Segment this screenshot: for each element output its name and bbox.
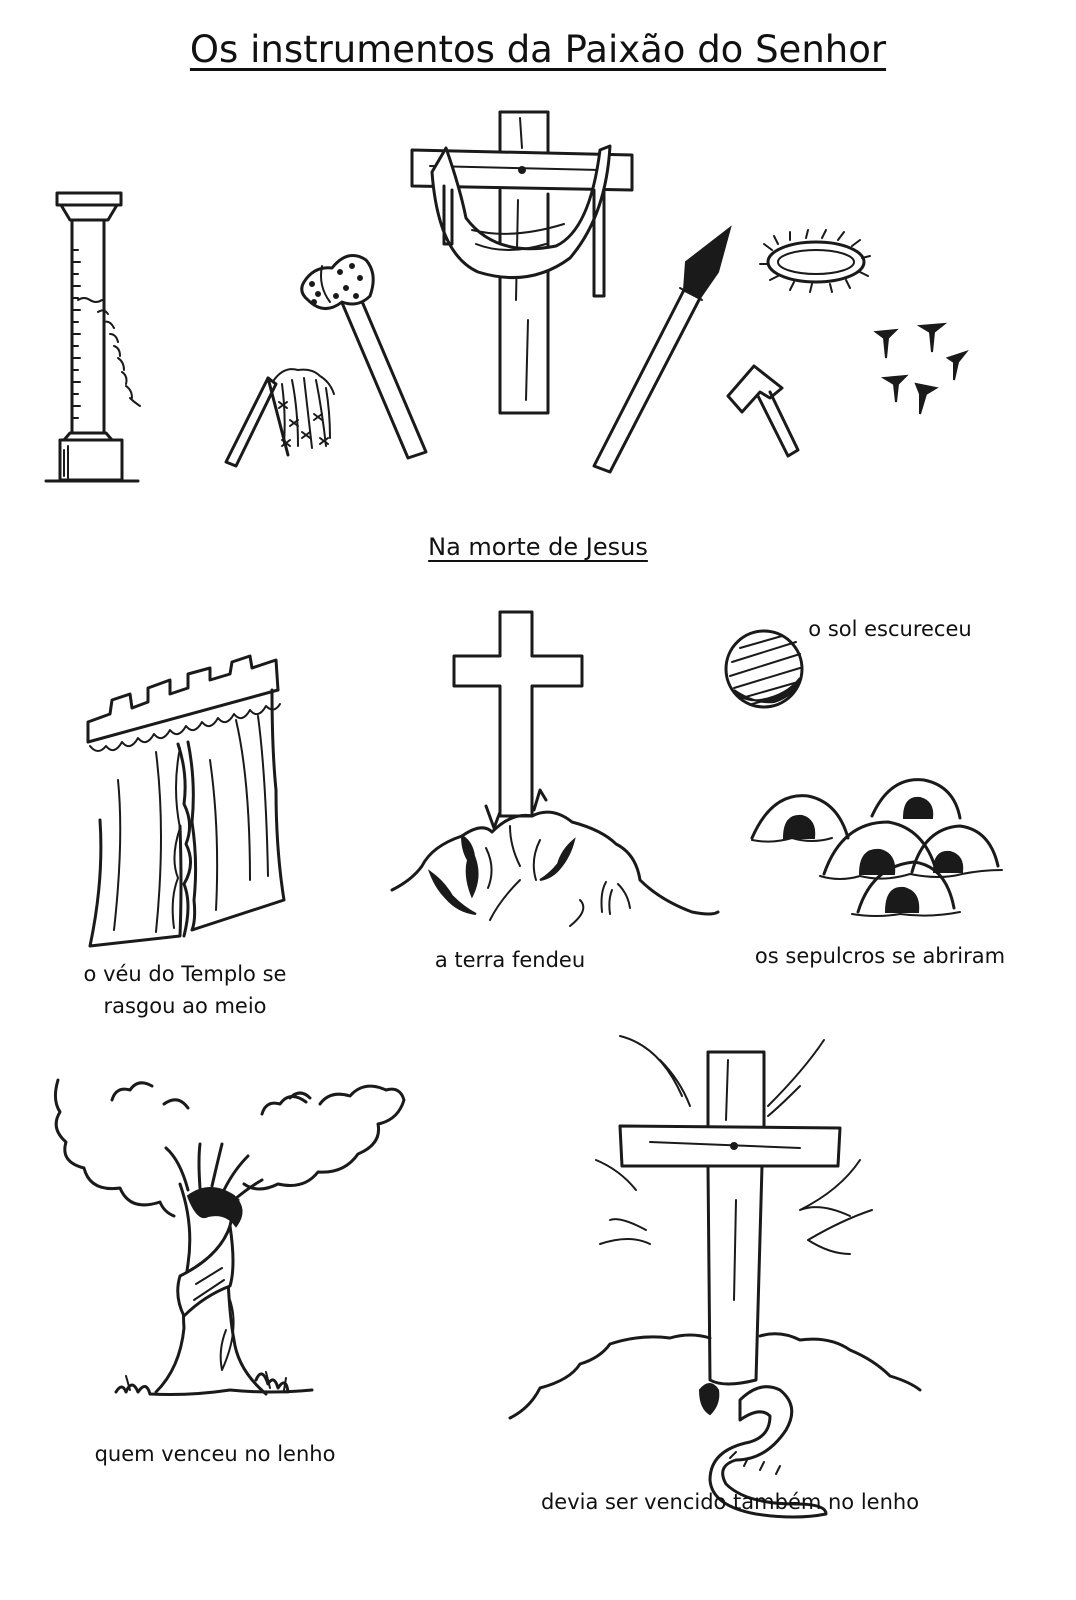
pillar-with-chain-drawing: [46, 193, 140, 481]
cross-with-shroud-drawing: [412, 112, 632, 413]
section-subtitle: Na morte de Jesus: [428, 533, 648, 561]
sponge-on-reed-drawing: [302, 256, 426, 459]
spear-drawing: [594, 228, 730, 472]
radiant-cross-over-serpent-drawing: [510, 1036, 920, 1517]
tree-caption: quem venceu no lenho: [94, 1442, 336, 1466]
veil-caption-line-1: o véu do Templo se: [83, 962, 287, 986]
cross-on-split-rock-drawing: [392, 612, 718, 926]
sun-caption: o sol escureceu: [808, 617, 972, 641]
scourges-drawing: [226, 369, 334, 466]
veil-caption: [60, 958, 310, 1022]
page-title: Os instrumentos da Paixão do Senhor: [189, 28, 887, 71]
cross-serpent-caption: devia ser vencido também no lenho: [540, 1490, 920, 1514]
torn-temple-veil-drawing: [88, 656, 284, 946]
nails-drawing: [876, 324, 966, 414]
tree-with-serpent-drawing: [55, 1080, 404, 1395]
opened-tombs-drawing: [752, 780, 1002, 916]
earth-caption: a terra fendeu: [434, 948, 586, 972]
tombs-caption: os sepulcros se abriram: [754, 944, 1006, 968]
hammer-drawing: [728, 366, 798, 456]
veil-caption-line-2: rasgou ao meio: [103, 994, 267, 1018]
crown-of-thorns-drawing: [760, 230, 870, 292]
